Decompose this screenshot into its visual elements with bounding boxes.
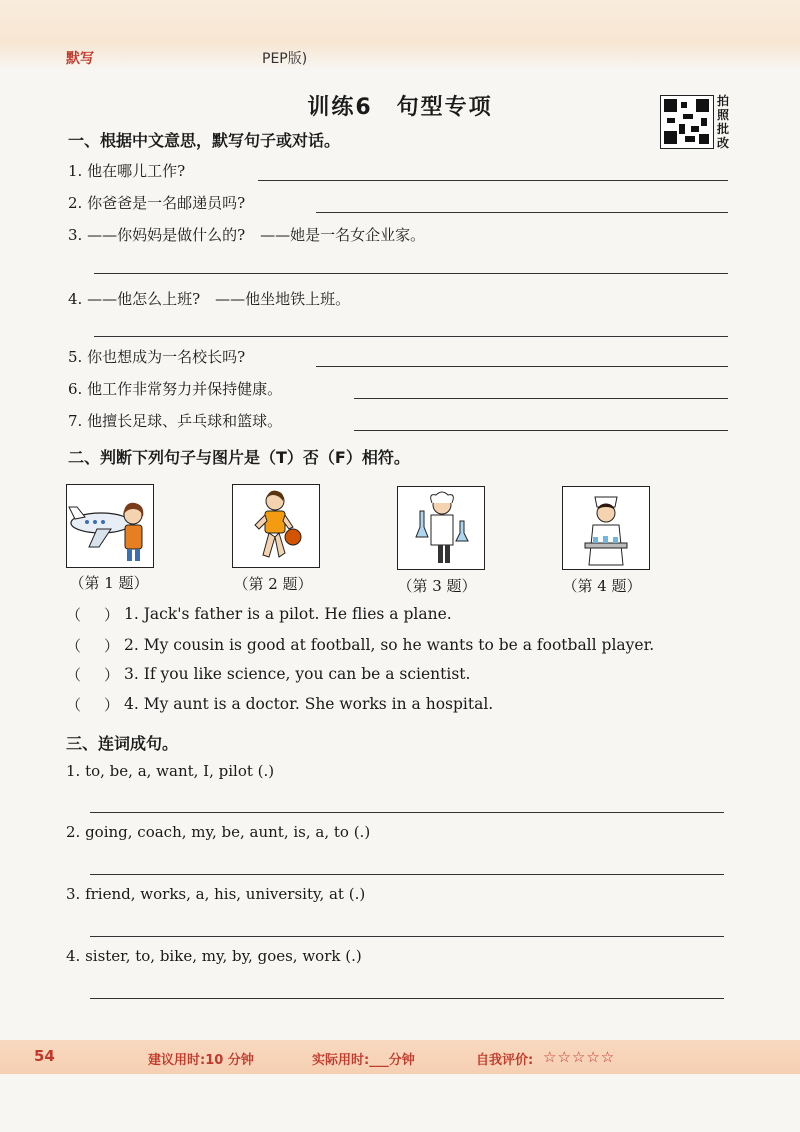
section1-heading: 一、根据中文意思，默写句子或对话。 <box>68 131 341 150</box>
edition-label: PEP版) <box>262 51 308 67</box>
picture-4-caption: （第 4 题） <box>562 577 642 595</box>
s1-answer-line-3[interactable] <box>94 273 728 274</box>
answer-paren-close-2: ） <box>104 637 120 655</box>
s3-item-3: 3. friend, works, a, his, university, at (.) <box>66 885 366 903</box>
s1-answer-line-1[interactable] <box>258 180 728 181</box>
qr-label: 拍照批改 <box>717 94 730 150</box>
s1-answer-line-4[interactable] <box>94 336 728 337</box>
answer-paren-close-1: ） <box>104 606 120 624</box>
s1-answer-line-6[interactable] <box>354 398 728 399</box>
actual-time: 实际用时:___分钟 <box>312 1053 415 1068</box>
header-band <box>0 0 800 70</box>
s1-item-7: 7. 他擅长足球、乒乓球和篮球。 <box>68 412 283 430</box>
picture-2-caption: （第 2 题） <box>233 575 313 593</box>
s1-item-6: 6. 他工作非常努力并保持健康。 <box>68 380 283 398</box>
suggested-time: 建议用时:10 分钟 <box>148 1053 254 1068</box>
tf-item-2: 2. My cousin is good at football, so he wants to be a football player. <box>124 636 655 654</box>
s3-item-2: 2. going, coach, my, be, aunt, is, a, to (.) <box>66 823 371 841</box>
s1-item-3: 3. ——你妈妈是做什么的? ——她是一名女企业家。 <box>68 226 426 244</box>
answer-paren-close-4: ） <box>104 696 120 714</box>
s1-item-2: 2. 你爸爸是一名邮递员吗? <box>68 194 246 212</box>
answer-paren-close-3: ） <box>104 666 120 684</box>
s3-answer-line-4[interactable] <box>90 998 724 999</box>
airplane-pilot-girl-picture <box>66 484 154 568</box>
s3-item-4: 4. sister, to, bike, my, by, goes, work (.) <box>66 947 362 965</box>
scientist-picture <box>397 486 485 570</box>
s3-item-1: 1. to, be, a, want, I, pilot (.) <box>66 762 275 780</box>
s1-item-1: 1. 他在哪儿工作? <box>68 162 186 180</box>
section2-heading: 二、判断下列句子与图片是（T）否（F）相符。 <box>68 448 410 467</box>
page-title: 训练6 句型专项 <box>307 95 493 120</box>
tf-item-3: 3. If you like science, you can be a scientist. <box>124 665 471 683</box>
answer-paren-open-3: （ <box>66 666 82 684</box>
tf-item-4: 4. My aunt is a doctor. She works in a hospital. <box>124 695 494 713</box>
tf-item-1: 1. Jack's father is a pilot. He flies a plane. <box>124 605 452 623</box>
s3-answer-line-3[interactable] <box>90 936 724 937</box>
picture-1-caption: （第 1 题） <box>69 574 149 592</box>
s3-answer-line-1[interactable] <box>90 812 724 813</box>
answer-paren-open-4: （ <box>66 696 82 714</box>
answer-paren-open-1: （ <box>66 606 82 624</box>
page-number: 54 <box>34 1047 55 1065</box>
s1-item-4: 4. ——他怎么上班? ——他坐地铁上班。 <box>68 290 351 308</box>
s1-answer-line-5[interactable] <box>316 366 728 367</box>
brand-logo: 默写 <box>66 51 94 67</box>
basketball-player-picture <box>232 484 320 568</box>
s1-item-5: 5. 你也想成为一名校长吗? <box>68 348 246 366</box>
answer-paren-open-2: （ <box>66 637 82 655</box>
s1-answer-line-7[interactable] <box>354 430 728 431</box>
section3-heading: 三、连词成句。 <box>66 734 179 753</box>
s1-answer-line-2[interactable] <box>316 212 728 213</box>
qr-code-icon[interactable] <box>660 95 714 149</box>
s3-answer-line-2[interactable] <box>90 874 724 875</box>
rating-stars[interactable]: ☆☆☆☆☆ <box>543 1048 616 1066</box>
nurse-picture <box>562 486 650 570</box>
self-evaluation-label: 自我评价: <box>476 1053 534 1068</box>
picture-3-caption: （第 3 题） <box>397 577 477 595</box>
